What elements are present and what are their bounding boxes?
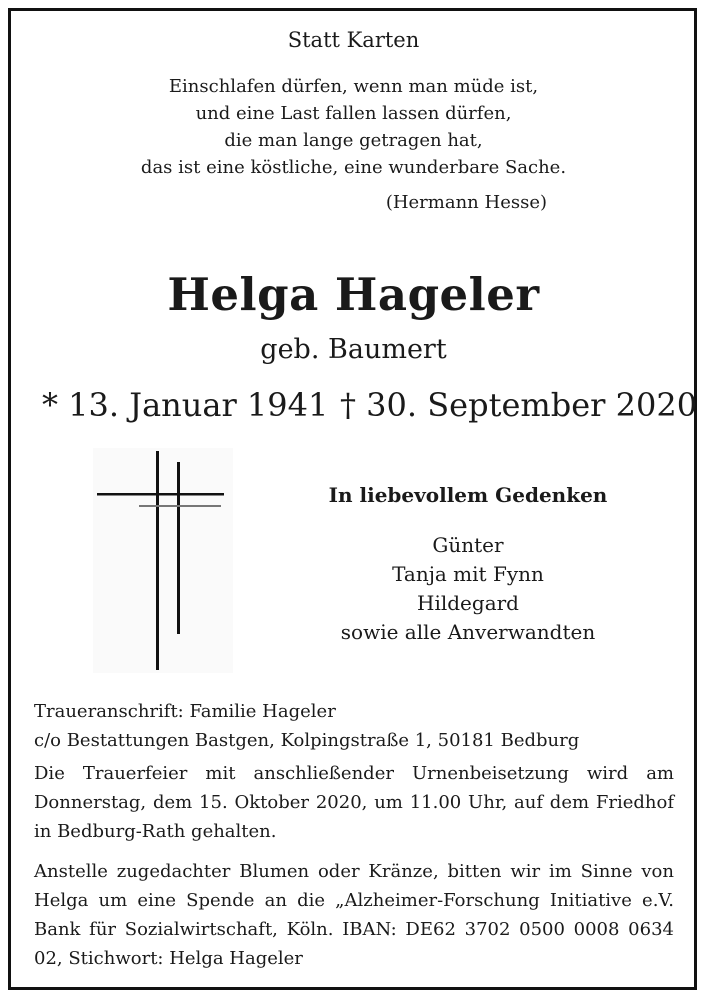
mourners-title: In liebevollem Gedenken xyxy=(328,483,608,507)
death-date: † 30. September 2020 xyxy=(340,386,698,424)
birth-date: * 13. Januar 1941 xyxy=(42,386,329,424)
poem xyxy=(0,73,707,181)
ceremony-text: Die Trauerfeier mit anschließender Urnenbeisetzung wird am Donnerstag, dem 15. Oktober 2020, um 11.00 Uhr, auf dem Friedhof in Bedburg-Rath gehalten. xyxy=(34,763,674,842)
mourners-list xyxy=(268,531,668,647)
mourner-name: Tanja mit Fynn xyxy=(392,562,544,586)
poem-author: (Hermann Hesse) xyxy=(385,192,547,213)
mourner-name: Hildegard xyxy=(417,591,519,615)
mourner-name: sowie alle Anverwandten xyxy=(340,620,596,644)
poem-line: und eine Last fallen lassen dürfen, xyxy=(195,103,512,124)
poem-line: die man lange getragen hat, xyxy=(224,130,483,151)
cross-icon xyxy=(93,448,233,673)
poem-line: Einschlafen dürfen, wenn man müde ist, xyxy=(168,76,539,97)
address-line: c/o Bestattungen Bastgen, Kolpingstraße 1, 50181 Bedburg xyxy=(34,730,580,751)
poem-line: das ist eine köstliche, eine wunderbare Sache. xyxy=(140,157,567,178)
donation-text: Anstelle zugedachter Blumen oder Kränze, bitten wir im Sinne von Helga um eine Spende an die „Alzheimer-Forschung Initiative e.V. Bank für Sozialwirtschaft, Köln. IBAN: DE62 3702 0500 0008 0634 02, Stichwort: Helga Hageler xyxy=(34,861,674,969)
mourning-address xyxy=(34,697,674,755)
address-line: Traueranschrift: Familie Hageler xyxy=(34,701,336,722)
deceased-name: Helga Hageler xyxy=(167,268,540,321)
mourner-name: Günter xyxy=(432,533,504,557)
maiden-name: geb. Baumert xyxy=(260,334,447,365)
header-statt-karten: Statt Karten xyxy=(287,28,420,52)
